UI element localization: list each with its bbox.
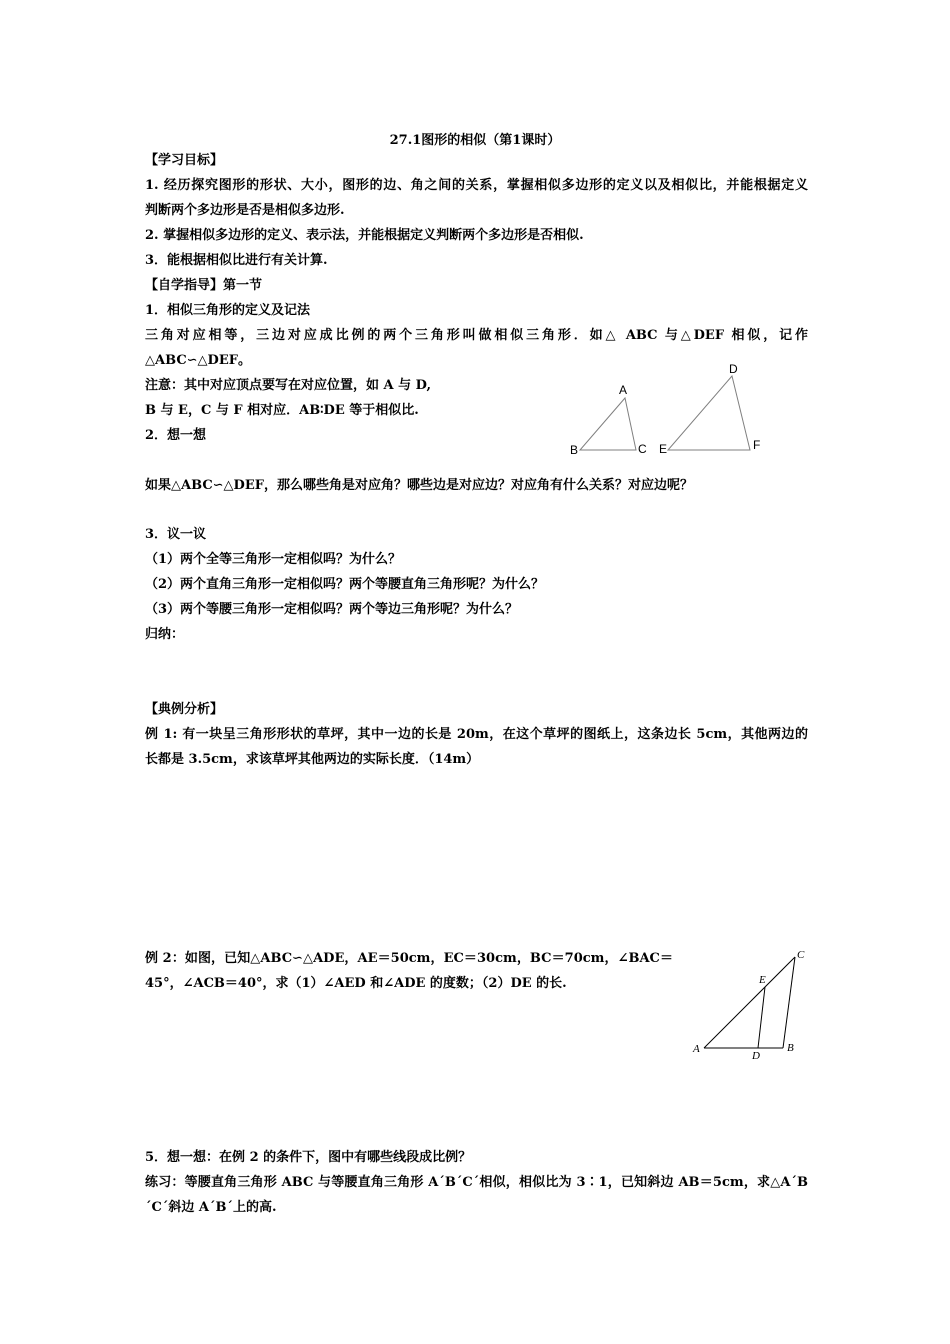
practice-exercise: 练习：等腰直角三角形 ABC 与等腰直角三角形 A´B´C´相似，相似比为 3∶1，已知斜边 AB＝5cm，求△A´B bbox=[145, 1175, 808, 1190]
practice-think: 5．想一想：在例 2 的条件下，图中有哪些线段成比例？ bbox=[145, 1150, 472, 1165]
goals-heading: 【学习目标】 bbox=[145, 153, 224, 168]
goal-item-3: 3．能根据相似比进行有关计算. bbox=[145, 253, 328, 268]
similar-triangles-figure bbox=[560, 360, 770, 460]
goal-item-1: 1. 经历探究图形的形状、大小，图形的边、角之间的关系，掌握相似多边形的定义以及相似比，并能根据定义 bbox=[145, 178, 808, 193]
label-b: B bbox=[570, 443, 579, 457]
label-c: C bbox=[797, 949, 805, 961]
label-d: D bbox=[729, 362, 738, 376]
guide-notation: △ABC∽△DEF。 bbox=[145, 353, 251, 368]
segment-bc bbox=[783, 957, 795, 1048]
label-a: A bbox=[693, 1043, 700, 1055]
guide-section-1-title: 1．相似三角形的定义及记法 bbox=[145, 303, 311, 318]
guide-definition: 三角对应相等，三边对应成比例的两个三角形叫做相似三角形．如△ ABC 与△DEF 相似，记作 bbox=[145, 328, 808, 343]
example-2-cont: 45°，∠ACB＝40°，求（1）∠AED 和∠ADE 的度数；（2）DE 的长. bbox=[145, 976, 567, 991]
goal-item-1-cont: 判断两个多边形是否是相似多边形. bbox=[145, 203, 345, 218]
example-2: 例 2：如图，已知△ABC∽△ADE，AE＝50cm，EC＝30cm，BC＝70cm，∠BAC＝ bbox=[145, 951, 673, 966]
triangle-def bbox=[668, 376, 750, 450]
practice-exercise-cont: ´C´斜边 A´B´上的高. bbox=[145, 1200, 277, 1215]
example-1: 例 1: 有一块呈三角形形状的草坪，其中一边的长是 20m，在这个草坪的图纸上，这条边长 5cm，其他两边的 bbox=[145, 727, 808, 742]
discussion-q3: （3）两个等腰三角形一定相似吗？两个等边三角形呢？为什么？ bbox=[145, 602, 519, 617]
segment-ac bbox=[704, 957, 795, 1048]
label-f: F bbox=[753, 438, 761, 452]
label-d: D bbox=[752, 1050, 760, 1062]
goal-item-2: 2. 掌握相似多边形的定义、表示法，并能根据定义判断两个多边形是否相似. bbox=[145, 228, 584, 243]
example-2-figure bbox=[688, 945, 818, 1065]
label-b: B bbox=[787, 1042, 794, 1054]
label-e: E bbox=[759, 974, 766, 986]
triangle-abc bbox=[580, 398, 636, 450]
guide-section-2-title: 2．想一想 bbox=[145, 428, 207, 443]
discussion-q2: （2）两个直角三角形一定相似吗？两个等腰直角三角形呢？为什么？ bbox=[145, 577, 545, 592]
page-title: 27.1图形的相似（第1课时） bbox=[389, 133, 561, 148]
label-c: C bbox=[638, 442, 647, 456]
guide-note-cont: B 与 E，C 与 F 相对应．AB∶DE 等于相似比. bbox=[145, 403, 419, 418]
guide-note: 注意：其中对应顶点要写在对应位置，如 A 与 D, bbox=[145, 378, 432, 393]
examples-heading: 【典例分析】 bbox=[145, 702, 224, 717]
guide-question: 如果△ABC∽△DEF，那么哪些角是对应角？哪些边是对应边？对应角有什么关系？对应边呢？ bbox=[145, 478, 693, 493]
label-a: A bbox=[619, 383, 628, 397]
guide-section-3-title: 3．议一议 bbox=[145, 527, 207, 542]
guide-heading: 【自学指导】第一节 bbox=[145, 278, 263, 293]
label-e: E bbox=[659, 442, 668, 456]
example-1-cont: 长都是 3.5cm，求该草坪其他两边的实际长度．（14m） bbox=[145, 752, 480, 767]
segment-de bbox=[758, 987, 765, 1048]
summary-label: 归纳： bbox=[145, 627, 185, 642]
discussion-q1: （1）两个全等三角形一定相似吗？为什么？ bbox=[145, 552, 402, 567]
